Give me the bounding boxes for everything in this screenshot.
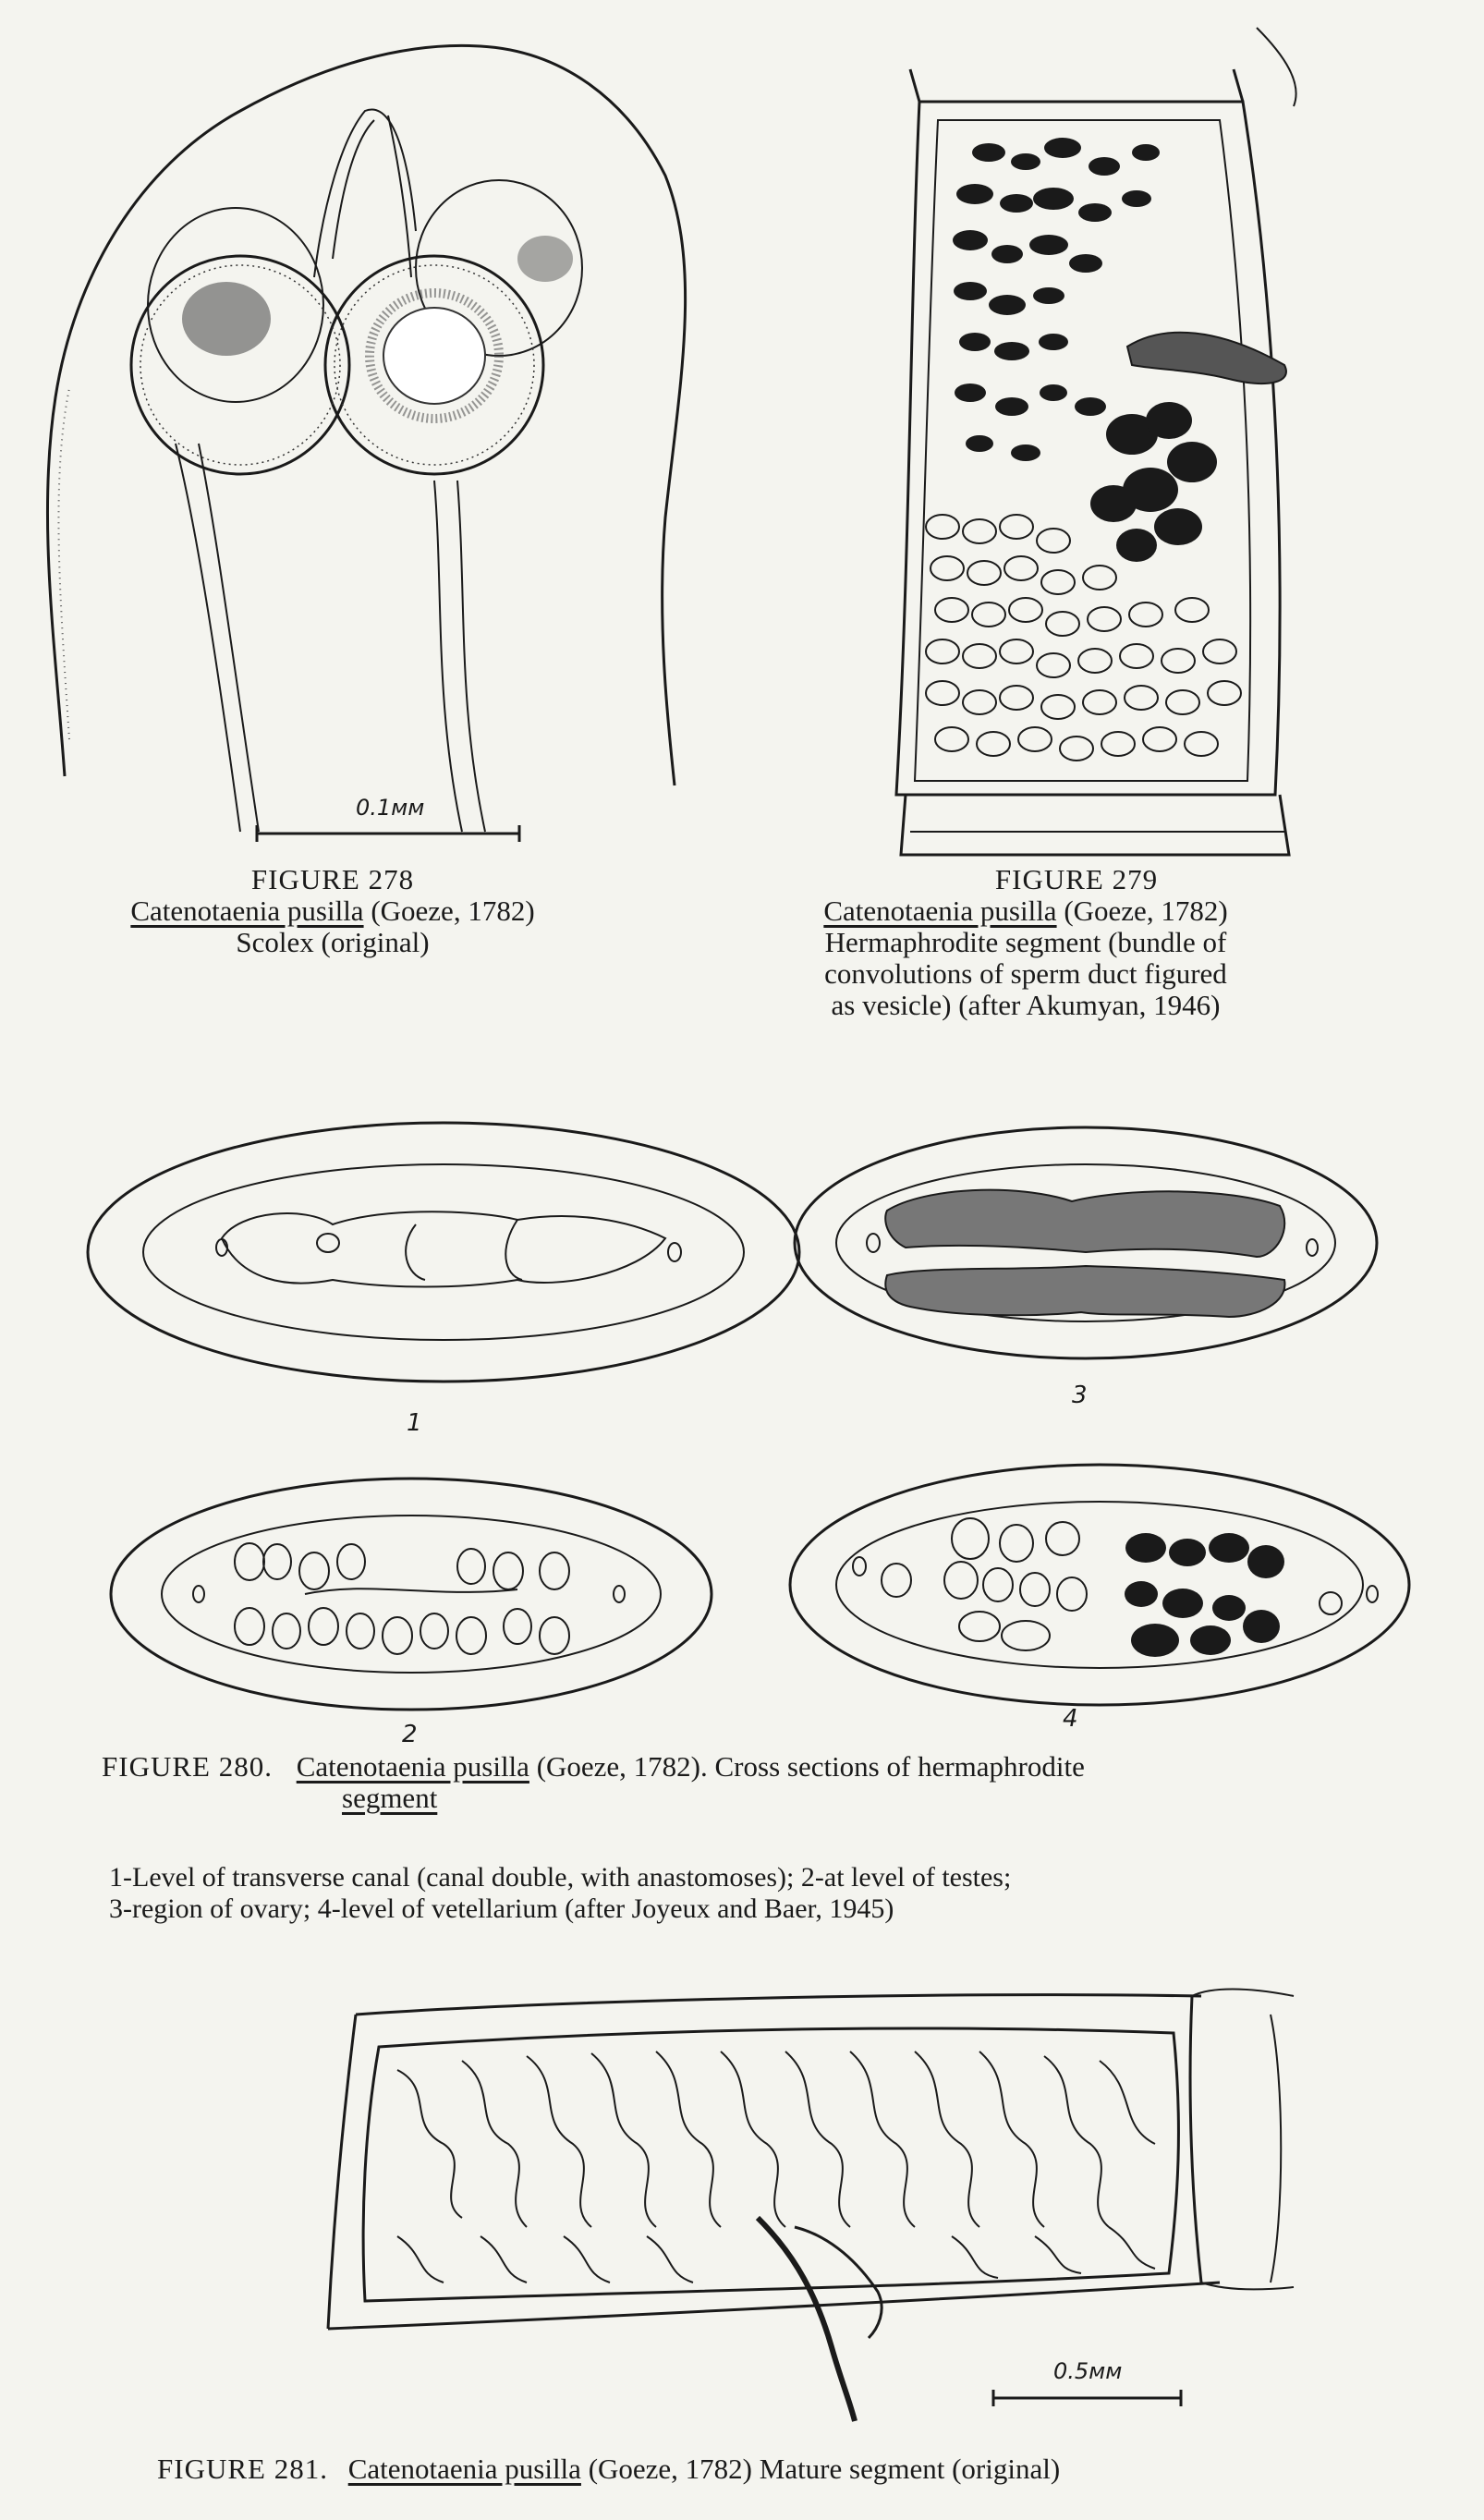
figure-278-species: Catenotaenia pusilla <box>130 895 364 927</box>
figure-281-caption <box>157 2453 1451 2485</box>
cross-section-1-label: 1 <box>407 1409 422 1437</box>
cross-section-2-label: 2 <box>402 1721 418 1748</box>
figure-281-species: Catenotaenia pusilla <box>347 2453 581 2485</box>
figure-279-number: FIGURE 279 <box>994 863 1159 895</box>
figure-279-author: (Goeze, 1782) <box>1056 895 1228 927</box>
cross-section-4-label: 4 <box>1063 1705 1078 1733</box>
figure-280-legend-line1: 1-Level of transverse canal (canal double, with anastomoses); 2-at level of testes; <box>109 1862 1012 1893</box>
figure-280-species: Catenotaenia pusilla <box>296 1750 529 1783</box>
figure-281-rest: (Goeze, 1782) Mature segment (original) <box>580 2453 1061 2485</box>
figure-279-desc-line2: Hermaphrodite segment (bundle of <box>824 926 1227 958</box>
figure-281-scale-label: 0.5мм <box>1053 2358 1123 2384</box>
figure-278-scale-label: 0.1мм <box>356 795 425 821</box>
figure-278-author: (Goeze, 1782) <box>363 895 535 927</box>
figure-279-desc-line3: convolutions of sperm duct figured <box>824 957 1227 990</box>
figure-281-number: FIGURE 281. <box>157 2453 328 2485</box>
figure-279-desc-line4: as vesicle) (after Akumyan, 1946) <box>831 989 1221 1021</box>
cross-section-3-label: 3 <box>1072 1382 1088 1409</box>
figure-280-legend-line2: 3-region of ovary; 4-level of vetellarium (after Joyeux and Baer, 1945) <box>109 1893 894 1924</box>
figure-278-description: Scolex (original) <box>236 926 430 958</box>
figure-279-species: Catenotaenia pusilla <box>823 895 1057 927</box>
figure-278-number: FIGURE 278 <box>250 863 415 895</box>
figure-280-number: FIGURE 280. <box>102 1750 273 1783</box>
figure-280-species-wrap: segment <box>342 1782 438 1814</box>
figure-280-rest: (Goeze, 1782). Cross sections of hermaphrodite <box>529 1750 1085 1783</box>
